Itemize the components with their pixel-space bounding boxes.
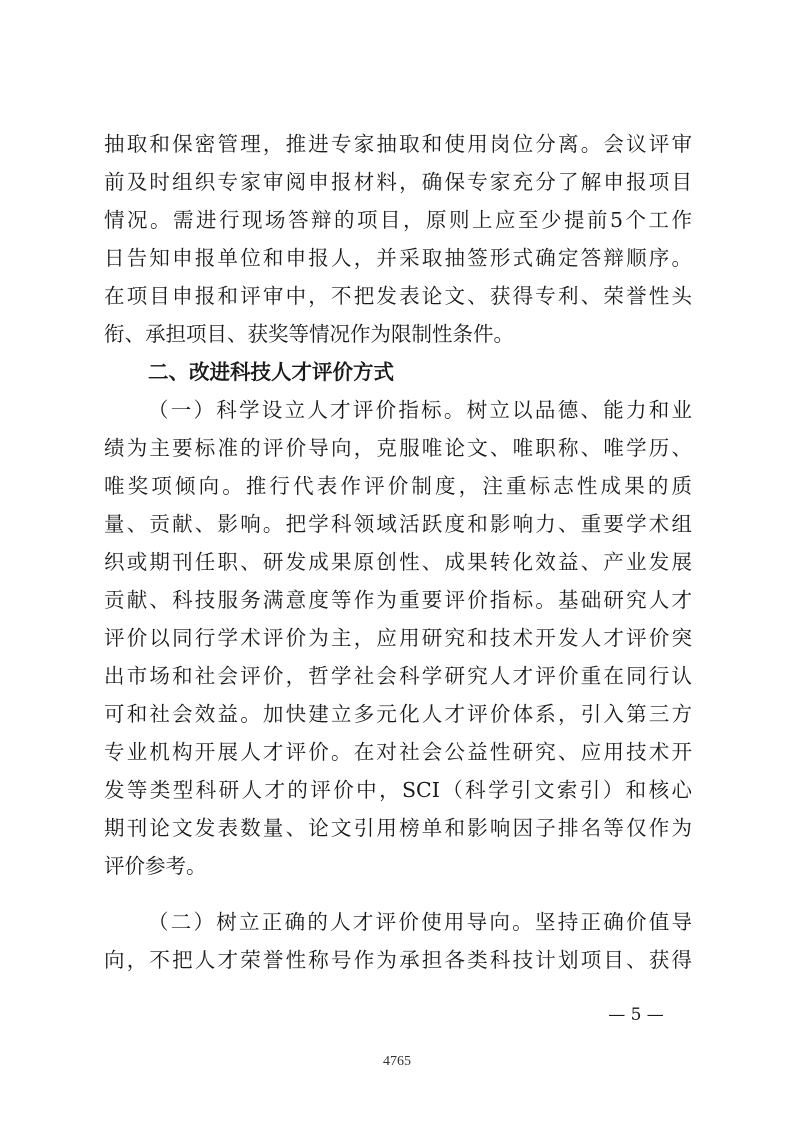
text-line: 期刊论文发表数量、论文引用榜单和影响因子排名等仅作为 xyxy=(104,816,692,840)
text-line: 前及时组织专家审阅申报材料，确保专家充分了解申报项目 xyxy=(104,170,692,194)
text-line: 发等类型科研人才的评价中，SCI（科学引文索引）和核心 xyxy=(104,778,692,802)
text-line: 专业机构开展人才评价。在对社会公益性研究、应用技术开 xyxy=(104,740,692,764)
text-line: 出市场和社会评价，哲学社会科学研究人才评价重在同行认 xyxy=(104,664,692,688)
text-line: 唯奖项倾向。推行代表作评价制度，注重标志性成果的质 xyxy=(104,474,692,498)
text-line: 衔、承担项目、获奖等情况作为限制性条件。 xyxy=(104,322,514,346)
text-line: 评价以同行学术评价为主，应用研究和技术开发人才评价突 xyxy=(104,626,692,650)
text-line: 贡献、科技服务满意度等作为重要评价指标。基础研究人才 xyxy=(104,588,692,612)
section-heading: 二、改进科技人才评价方式 xyxy=(148,360,394,384)
text-line: 抽取和保密管理，推进专家抽取和使用岗位分离。会议评审 xyxy=(104,132,692,156)
text-line: 量、贡献、影响。把学科领域活跃度和影响力、重要学术组 xyxy=(104,512,692,536)
text-line: 日告知申报单位和申报人，并采取抽签形式确定答辩顺序。 xyxy=(104,246,692,270)
text-line: （二）树立正确的人才评价使用导向。坚持正确价值导 xyxy=(148,910,692,934)
text-line: 可和社会效益。加快建立多元化人才评价体系，引入第三方 xyxy=(104,702,692,726)
text-line: 绩为主要标准的评价导向，克服唯论文、唯职称、唯学历、 xyxy=(104,436,692,460)
text-line: 评价参考。 xyxy=(104,854,207,878)
text-line: 在项目申报和评审中，不把发表论文、获得专利、荣誉性头 xyxy=(104,284,692,308)
footer-number: 4765 xyxy=(383,1054,411,1069)
text-line: （一）科学设立人才评价指标。树立以品德、能力和业 xyxy=(148,398,692,422)
text-line: 织或期刊任职、研发成果原创性、成果转化效益、产业发展 xyxy=(104,550,692,574)
text-line: 向，不把人才荣誉性称号作为承担各类科技计划项目、获得 xyxy=(104,948,692,972)
text-line: 情况。需进行现场答辩的项目，原则上应至少提前5个工作 xyxy=(104,208,692,232)
page-number: — 5 — xyxy=(608,1005,664,1025)
